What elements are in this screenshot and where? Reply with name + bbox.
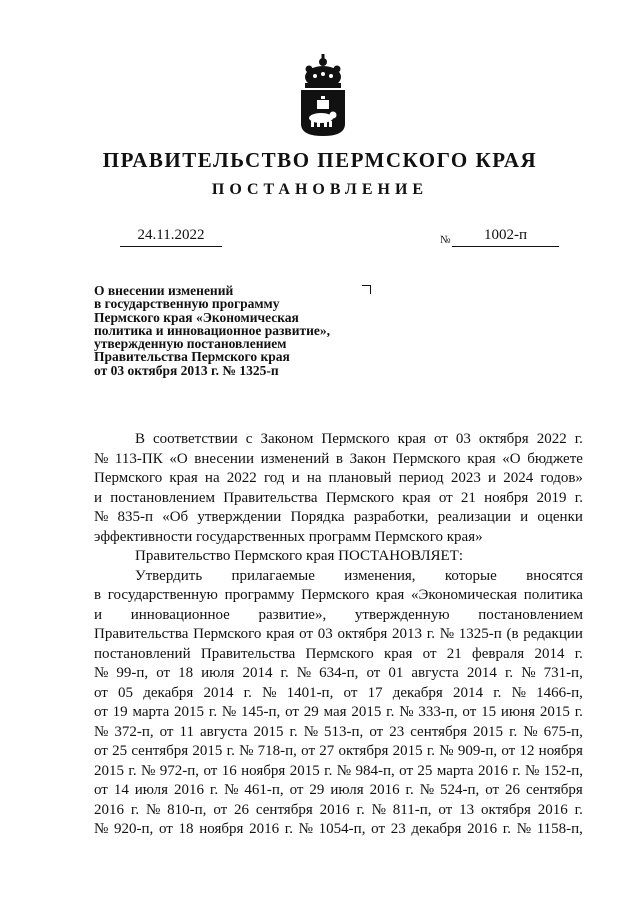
body-line — [94, 567, 583, 587]
body-word: № — [145, 801, 161, 818]
subject-line: О внесении изменений — [94, 283, 234, 298]
body-word: и — [291, 470, 300, 486]
subject-line: в государственную программу — [94, 296, 280, 312]
body-word: г. — [243, 684, 252, 701]
body-word: 1158-п, — [536, 821, 583, 837]
document-date: 24.11.2022 — [120, 227, 222, 247]
body-word: 2015 — [392, 743, 423, 759]
body-line — [94, 820, 583, 840]
body-word: Утвердить — [135, 567, 203, 584]
body-word: 920-п, — [114, 821, 154, 837]
body-word: 2015 — [539, 704, 570, 720]
body-word: ноября — [241, 762, 286, 779]
document-type: ПОСТАНОВЛЕНИЕ — [211, 181, 429, 198]
body-word: и — [94, 606, 103, 623]
body-word: от — [94, 743, 108, 759]
body-word: 03 — [455, 431, 471, 447]
body-word: плановый — [328, 470, 392, 486]
body-word: г. — [426, 743, 436, 759]
perm-krai-coat-of-arms-icon — [297, 52, 349, 137]
body-word: 17 — [367, 684, 383, 701]
body-word: «О — [502, 450, 521, 467]
body-word: эффективности государственных программ Пермского края» — [94, 528, 483, 545]
body-word: 16 — [221, 762, 237, 779]
body-word: № — [303, 723, 318, 740]
body-word: которые — [444, 567, 497, 584]
body-word: от — [343, 684, 358, 701]
body-word: края — [266, 626, 295, 642]
body-word: 2016 — [477, 762, 508, 779]
body-word: бюджете — [527, 450, 583, 467]
body-word: 984-п, — [355, 762, 395, 779]
body-word: г. — [405, 782, 414, 798]
body-word: от — [485, 782, 500, 798]
body-word: края — [375, 587, 405, 603]
document-subject — [94, 284, 394, 377]
body-word: № — [439, 626, 455, 642]
body-word: 25 — [417, 762, 433, 779]
body-word: год — [263, 470, 285, 486]
body-word: 29 — [303, 704, 319, 720]
body-word: края — [169, 470, 198, 486]
body-word: ноября — [199, 821, 244, 837]
body-word: 13 — [459, 801, 475, 818]
body-word: г. — [502, 821, 512, 837]
body-word: августа — [199, 723, 248, 740]
body-word: декабря — [143, 684, 194, 701]
body-word: № — [336, 762, 352, 779]
body-word: г. — [209, 782, 219, 798]
body-word: г. — [574, 645, 583, 662]
body-word: 2015 — [289, 762, 320, 779]
body-word: г. — [289, 723, 298, 740]
body-word: № — [94, 665, 109, 681]
body-line — [94, 801, 583, 821]
body-word: № — [419, 782, 434, 798]
body-word: № — [521, 665, 536, 681]
body-word: «Об — [162, 509, 189, 525]
body-word: с — [245, 431, 253, 447]
body-word: 2016 — [249, 821, 280, 837]
body-word: от — [371, 821, 385, 837]
body-word: 21 — [460, 489, 476, 506]
body-word: 835-п — [117, 509, 154, 525]
body-word: постановлением — [110, 489, 215, 506]
body-word: Закон — [349, 450, 386, 467]
body-word: г. — [574, 704, 583, 720]
body-word: г. — [226, 743, 235, 759]
body-word: № — [399, 704, 414, 720]
body-word: разработки, — [353, 509, 429, 525]
body-word: июля — [330, 782, 364, 798]
body-word: от — [366, 665, 381, 681]
body-word: г. — [574, 489, 583, 506]
body-word: от — [94, 704, 108, 720]
body-line — [94, 450, 583, 470]
body-word: Законом — [260, 431, 314, 447]
body-word: от — [399, 762, 413, 779]
crown-icon — [305, 54, 341, 88]
body-word: от — [213, 801, 228, 818]
body-word: 25 — [112, 743, 128, 759]
body-word: 2015 — [174, 704, 205, 720]
body-word: 2015 — [473, 723, 504, 740]
body-word: 524-п, — [439, 782, 480, 798]
subject-line: Правительства Пермского края — [94, 349, 290, 365]
body-word: годов» — [540, 470, 583, 486]
body-word: 18 — [178, 665, 194, 681]
body-word: от — [369, 723, 384, 740]
body-word: 333-п, — [418, 704, 458, 720]
body-word: от — [158, 821, 173, 837]
body-word: декабря — [392, 684, 443, 701]
body-word: от — [301, 743, 315, 759]
body-word: г. — [504, 665, 514, 681]
subject-line: от 03 октября 2013 г. № 1325-п — [94, 362, 279, 378]
body-word: октября — [337, 626, 388, 642]
body-word: октября — [338, 743, 389, 759]
subject-line: политика и инновационное развитие», — [94, 322, 331, 338]
body-word: июля — [201, 665, 235, 681]
body-word: от — [501, 743, 516, 759]
body-word: 05 — [118, 684, 134, 701]
body-word: 03 — [317, 626, 333, 642]
body-word: 23 — [389, 723, 405, 740]
body-word: и — [520, 509, 529, 525]
body-word: вносятся — [526, 567, 583, 584]
body-word: № — [525, 762, 540, 779]
body-word: от — [299, 626, 313, 642]
body-word: сентября — [410, 723, 468, 740]
body-line — [94, 703, 583, 723]
body-word: сентября — [525, 782, 583, 798]
body-word: и — [488, 470, 497, 486]
subject-line: утвержденную постановлением — [94, 336, 287, 352]
body-word: развитие», — [258, 606, 327, 623]
body-word: от — [433, 431, 448, 447]
body-word: прилагаемые — [231, 567, 315, 584]
body-line — [94, 625, 583, 645]
body-word: края — [402, 489, 431, 506]
body-word: 2015 — [351, 704, 382, 720]
body-word: декабря — [411, 821, 462, 837]
body-word: от — [159, 723, 174, 740]
body-word: Пермского — [301, 587, 370, 603]
body-word: Пермского — [325, 489, 395, 506]
body-word: 2016 — [319, 801, 350, 818]
body-word: № — [523, 723, 538, 740]
body-word: г. — [208, 704, 218, 720]
body-word: постановлений — [94, 645, 191, 662]
body-line — [94, 723, 583, 743]
body-word: г. — [574, 801, 583, 818]
body-word: сентября — [131, 743, 189, 759]
body-word: ноября — [538, 743, 583, 759]
body-word: г. — [356, 801, 365, 818]
body-word: 29 — [309, 782, 325, 798]
body-word: № — [296, 665, 312, 681]
body-word: «Экономическая — [411, 587, 518, 603]
body-line — [94, 684, 583, 704]
body-word: в — [335, 450, 343, 467]
body-word: № — [94, 450, 109, 467]
body-word: 513-п, — [324, 723, 364, 740]
body-word: № — [221, 704, 237, 720]
body-word: 810-п, — [167, 801, 207, 818]
body-word: от — [156, 665, 171, 681]
body-word: г. — [512, 762, 521, 779]
body-word: от — [285, 704, 299, 720]
body-word: на — [306, 470, 322, 486]
body-word: 675-п, — [543, 723, 583, 740]
body-word: 972-п, — [159, 762, 200, 779]
body-word: В — [135, 431, 146, 447]
body-word: № — [94, 509, 109, 525]
body-word: от — [438, 801, 453, 818]
body-word: от — [422, 645, 437, 662]
body-word: 2013 — [392, 626, 423, 642]
body-word: № — [439, 743, 454, 759]
body-word: августа — [411, 665, 459, 681]
body-word: 145-п, — [241, 704, 281, 720]
number-sign: № — [440, 234, 451, 246]
body-word: период — [398, 470, 444, 486]
body-word: 909-п, — [457, 743, 498, 759]
body-word: Пермского — [392, 450, 461, 467]
body-word: от — [462, 704, 477, 720]
body-word: 461-п, — [244, 782, 284, 798]
body-line — [94, 762, 583, 782]
body-word: государственную — [107, 587, 218, 603]
body-word: № — [511, 684, 526, 701]
body-line — [94, 586, 583, 606]
body-word: 19 — [112, 704, 128, 720]
body-word: № — [239, 743, 254, 759]
body-word: 2015 — [192, 743, 223, 759]
body-word: и — [94, 489, 103, 506]
body-word: марта — [436, 762, 474, 779]
body-word: Пермского — [94, 470, 163, 486]
body-word: 1325-п — [458, 626, 502, 642]
body-word: Пермского — [305, 645, 374, 662]
body-word: редакции — [523, 626, 583, 642]
body-word: г. — [386, 704, 395, 720]
body-line — [94, 742, 583, 762]
body-line — [94, 430, 583, 450]
body-word: г. — [509, 723, 518, 740]
body-word: 11 — [179, 723, 194, 740]
body-word: 1466-п, — [536, 684, 583, 701]
body-word: № — [298, 821, 313, 837]
body-word: № — [224, 782, 239, 798]
body-word: 14 — [113, 782, 129, 798]
body-word: 2019 — [536, 489, 567, 506]
body-word: (в — [506, 626, 519, 642]
body-word: 2014 — [453, 684, 483, 701]
body-word: 718-п, — [257, 743, 297, 759]
document-number: 1002-п — [452, 227, 559, 247]
body-word: от — [289, 782, 304, 798]
body-word: Правительства — [223, 489, 318, 506]
body-word: 372-п, — [114, 723, 154, 740]
body-line — [94, 469, 583, 489]
body-word: г. — [324, 762, 333, 779]
body-word: изменений — [260, 450, 330, 467]
body-word: 2014 — [466, 665, 497, 681]
body-word: № — [94, 821, 109, 837]
body-word: края — [467, 450, 496, 467]
body-word: 2024 — [503, 470, 534, 486]
subject-corner-mark — [362, 285, 371, 294]
body-word: в — [94, 587, 102, 603]
body-word: 1054-п, — [318, 821, 366, 837]
body-word: 634-п, — [319, 665, 359, 681]
body-word: 2014 — [534, 645, 565, 662]
body-word: «О — [169, 450, 188, 467]
body-word: сентября — [255, 801, 313, 818]
body-word: марта — [132, 704, 170, 720]
body-word: от — [94, 782, 108, 798]
body-word: 811-п, — [392, 801, 432, 818]
body-word: Порядка — [290, 509, 345, 525]
body-word: июля — [134, 782, 169, 798]
body-word: Пермского — [193, 626, 262, 642]
body-word: 2023 — [450, 470, 481, 486]
body-word: 23 — [390, 821, 406, 837]
body-word: 731-п, — [543, 665, 583, 681]
body-word: внесении — [194, 450, 254, 467]
body-word: 26 — [234, 801, 250, 818]
body-word: оценки — [537, 509, 583, 525]
body-word: от — [438, 489, 453, 506]
body-word: политика — [523, 587, 583, 603]
body-line — [94, 645, 583, 665]
body-word: 2016 — [467, 821, 498, 837]
government-title: ПРАВИТЕЛЬСТВО ПЕРМСКОГО КРАЯ — [102, 148, 538, 172]
body-line — [94, 781, 583, 801]
body-word: 2014 — [242, 665, 273, 681]
body-word: края — [397, 431, 426, 447]
body-word: утверждении — [197, 509, 282, 525]
body-word: изменения, — [344, 567, 416, 584]
subject-line: Пермского края «Экономическая — [94, 309, 299, 325]
body-line — [94, 489, 583, 509]
body-line — [94, 606, 583, 626]
body-word: программу — [224, 587, 295, 603]
body-word: 1401-п, — [286, 684, 334, 701]
body-word: мая — [323, 704, 347, 720]
body-word: постановлением — [478, 606, 583, 623]
body-word: 99-п, — [116, 665, 149, 681]
body-word: 2015 — [94, 762, 124, 779]
body-word: 27 — [319, 743, 335, 759]
body-word: г. — [130, 801, 140, 818]
body-line — [94, 547, 583, 567]
body-word: № — [262, 684, 277, 701]
body-word: октября — [480, 801, 531, 818]
body-word: 2016 — [94, 801, 124, 818]
body-word: от — [94, 684, 108, 701]
body-word: г. — [426, 626, 435, 642]
body-word: Правительства — [94, 626, 189, 642]
body-word: № — [371, 801, 386, 818]
body-word: Правительства — [200, 645, 296, 662]
body-word: на — [204, 470, 220, 486]
body-word: № — [94, 723, 109, 740]
body-word: ноября — [484, 489, 529, 506]
body-word: г. — [493, 684, 502, 701]
body-word: октября — [478, 431, 529, 447]
body-word: 2016 — [173, 782, 204, 798]
body-word: 2016 — [369, 782, 400, 798]
body-word: Пермского — [321, 431, 390, 447]
body-word: г. — [284, 821, 293, 837]
body-line — [94, 528, 583, 548]
document-body — [94, 430, 583, 840]
body-word: инновационное — [130, 606, 230, 623]
body-word: 2022 — [226, 470, 257, 486]
body-word: края — [384, 645, 413, 662]
body-word: № — [516, 821, 532, 837]
body-word: 01 — [388, 665, 404, 681]
body-line — [94, 664, 583, 684]
body-word: 2015 — [253, 723, 284, 740]
body-word: 2016 — [537, 801, 568, 818]
body-word: 2022 — [536, 431, 567, 447]
body-word: соответствии — [153, 431, 238, 447]
body-word: от — [203, 762, 218, 779]
body-word: Правительство Пермского края ПОСТАНОВЛЯЕТ: — [135, 548, 464, 564]
body-word: реализации — [437, 509, 511, 525]
body-word: № — [141, 762, 156, 779]
body-word: 152-п, — [543, 762, 583, 779]
body-word: утвержденную — [354, 606, 450, 623]
body-word: 15 — [481, 704, 497, 720]
body-word: 18 — [178, 821, 194, 837]
body-word: 2014 — [203, 684, 234, 701]
body-word: 113-ПК — [114, 450, 163, 467]
body-word: 21 — [446, 645, 462, 662]
body-word: г. — [574, 431, 583, 447]
body-word: 26 — [505, 782, 520, 798]
body-line — [94, 508, 583, 528]
body-word: февраля — [472, 645, 525, 662]
body-word: г. — [128, 762, 137, 779]
body-word: июня — [500, 704, 536, 720]
body-word: г. — [280, 665, 289, 681]
body-word: 12 — [519, 743, 535, 759]
